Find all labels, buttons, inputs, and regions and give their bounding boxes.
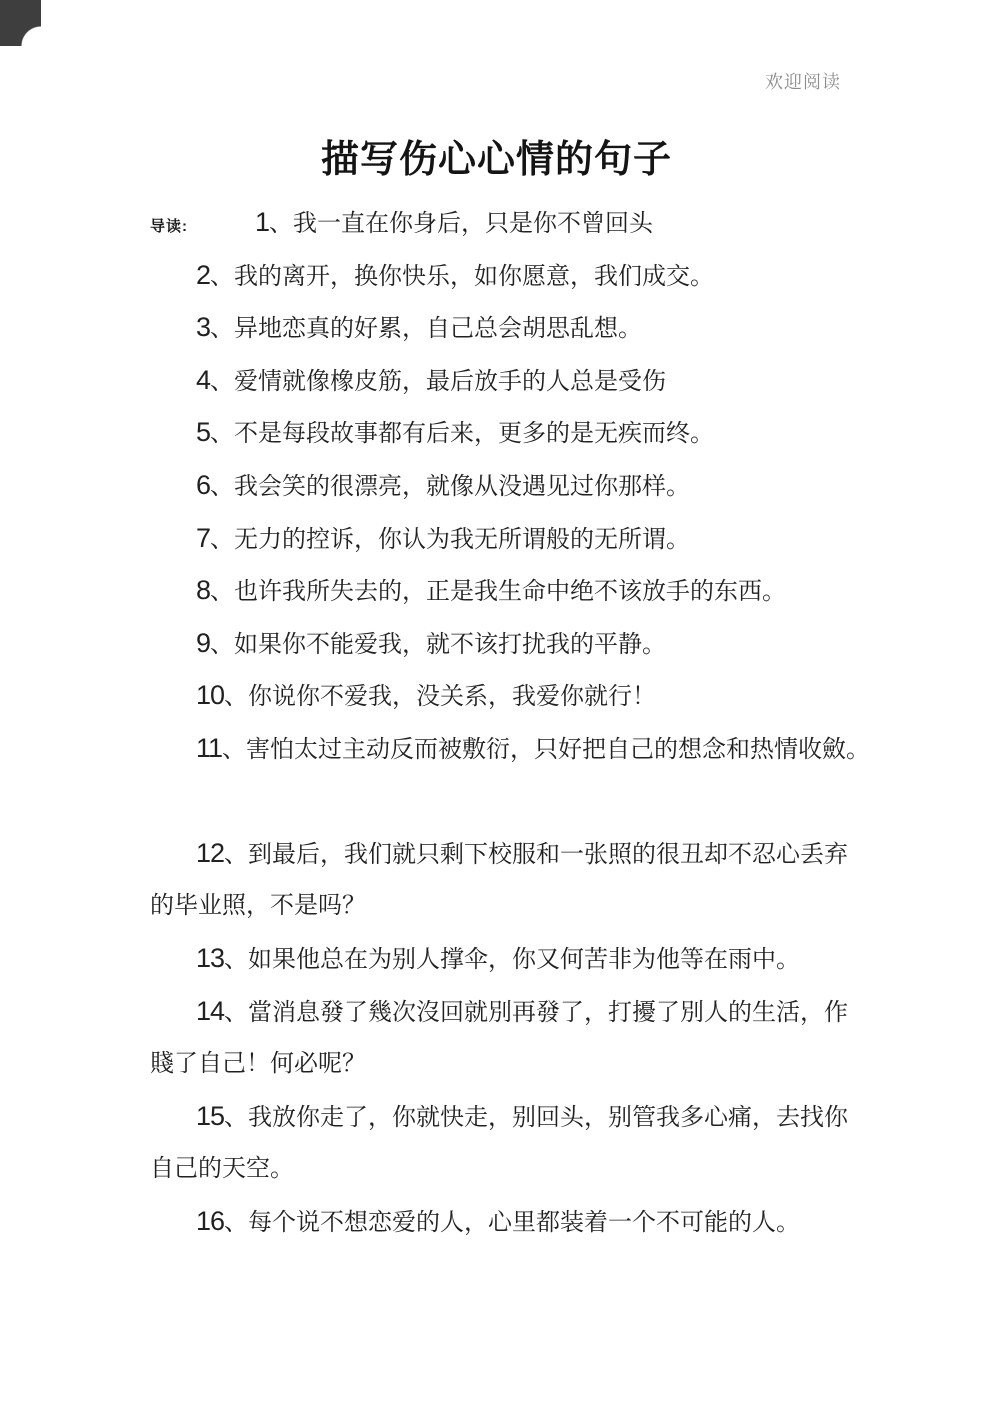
item-13-text: 如果他总在为别人撑伞，你又何苦非为他等在雨中。: [248, 946, 801, 974]
item-4-line: [150, 354, 910, 407]
blank-line: [150, 775, 910, 828]
item-16-text: 每个说不想恋爱的人，心里都装着一个不可能的人。: [248, 1209, 801, 1237]
caesura-mark: 、: [224, 998, 249, 1026]
item-6-number: 6: [196, 469, 211, 500]
item-15-number: 15: [196, 1101, 225, 1132]
item-14-line-1: [150, 985, 910, 1038]
item-5-text: 不是每段故事都有后来，更多的是无疾而终。: [234, 420, 715, 448]
item-4-text: 爱情就像橡皮筋，最后放手的人总是受伤: [234, 367, 667, 395]
item-8-text: 也许我所失去的，正是我生命中绝不该放手的东西。: [234, 578, 787, 606]
item-1-line: [150, 196, 910, 249]
item-7-line: [150, 512, 910, 565]
caesura-mark: 、: [224, 683, 249, 711]
item-15-line-2: [150, 1143, 910, 1196]
item-6-line: [150, 459, 910, 512]
item-9-text: 如果你不能爱我，就不该打扰我的平静。: [234, 630, 667, 658]
item-13-number: 13: [196, 943, 225, 974]
caesura-mark: 、: [210, 578, 235, 606]
item-9-line: [150, 617, 910, 670]
item-12-number: 12: [196, 838, 225, 869]
item-7-number: 7: [196, 522, 211, 553]
item-10-number: 10: [196, 680, 225, 711]
item-12-line-2: [150, 880, 910, 933]
item-15-line-1: [150, 1090, 910, 1143]
caesura-mark: 、: [224, 841, 249, 869]
item-2-line: [150, 249, 910, 302]
item-6-text: 我会笑的很漂亮，就像从没遇见过你那样。: [234, 472, 691, 500]
caesura-mark: 、: [210, 420, 235, 448]
item-8-line: [150, 564, 910, 617]
item-14-text-continued: 賤了自己！何必呢？: [150, 1049, 366, 1077]
caesura-mark: 、: [224, 946, 249, 974]
item-12-text: 到最后，我们就只剩下校服和一张照的很丑却不忍心丢弃: [248, 841, 849, 869]
caesura-mark: 、: [210, 630, 235, 658]
item-16-line: [150, 1195, 910, 1248]
item-5-line: [150, 406, 910, 459]
watermark-text: 欢迎阅读: [765, 72, 841, 92]
caesura-mark: 、: [222, 735, 247, 763]
item-5-number: 5: [196, 417, 211, 448]
caesura-mark: 、: [210, 525, 235, 553]
caesura-mark: 、: [210, 315, 235, 343]
page-corner-artifact: [0, 0, 41, 46]
item-2-number: 2: [196, 259, 211, 290]
page-title: 描写伤心心情的句子: [320, 139, 672, 181]
item-15-text-continued: 自己的天空。: [150, 1154, 294, 1182]
item-3-line: [150, 301, 910, 354]
item-2-text: 我的离开，换你快乐，如你愿意，我们成交。: [234, 262, 715, 290]
item-12-line-1: [150, 827, 910, 880]
item-1-text: 我一直在你身后，只是你不曾回头: [293, 210, 654, 237]
caesura-mark: 、: [210, 367, 235, 395]
item-11-number: 11: [196, 732, 223, 763]
item-9-number: 9: [196, 627, 211, 658]
item-10-line: [150, 669, 910, 722]
caesura-mark: 、: [210, 262, 235, 290]
item-13-line: [150, 932, 910, 985]
caesura-mark: 、: [269, 210, 294, 237]
item-14-text: 當消息發了幾次沒回就別再發了，打擾了別人的生活，作: [248, 998, 849, 1026]
caesura-mark: 、: [210, 472, 235, 500]
item-11-text: 害怕太过主动反而被敷衍，只好把自己的想念和热情收斂。: [246, 735, 871, 763]
lead-label: 导读:: [150, 218, 188, 235]
item-15-text: 我放你走了，你就快走，别回头，别管我多心痛，去找你: [248, 1104, 849, 1132]
item-8-number: 8: [196, 575, 211, 606]
item-7-text: 无力的控诉，你认为我无所谓般的无所谓。: [234, 525, 691, 553]
item-3-text: 异地恋真的好累，自己总会胡思乱想。: [234, 315, 643, 343]
item-12-text-continued: 的毕业照，不是吗？: [150, 891, 366, 919]
item-1-number: 1: [255, 207, 270, 237]
caesura-mark: 、: [224, 1104, 249, 1132]
item-16-number: 16: [196, 1206, 225, 1237]
item-10-text: 你说你不爱我，没关系，我爱你就行！: [248, 683, 657, 711]
caesura-mark: 、: [224, 1209, 249, 1237]
item-14-line-2: [150, 1038, 910, 1091]
document-body: [150, 196, 910, 1248]
item-14-number: 14: [196, 995, 225, 1026]
item-11-line: [150, 722, 910, 775]
item-4-number: 4: [196, 364, 211, 395]
item-3-number: 3: [196, 312, 211, 343]
